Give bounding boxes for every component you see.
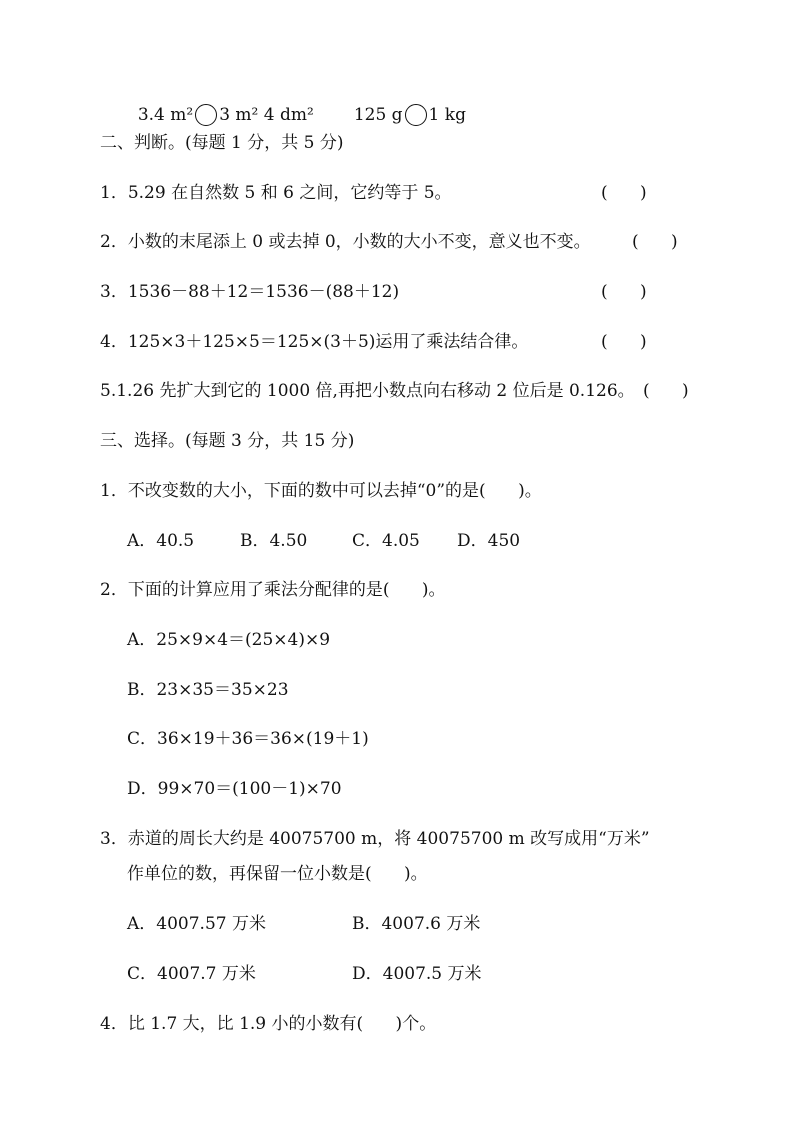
choice-q2: 2．下面的计算应用了乘法分配律的是( )。 (100, 580, 446, 600)
q2-option-b[interactable]: B．23×35＝35×23 (127, 680, 289, 700)
choice-q3-line1: 3．赤道的周长大约是 40075700 m，将 40075700 m 改写成用“万米” (100, 829, 650, 849)
section3-heading: 三、选择。(每题 3 分，共 15 分) (100, 431, 355, 451)
choice-q1: 1．不改变数的大小，下面的数中可以去掉“0”的是( )。 (100, 481, 542, 501)
compare-circle-a[interactable] (195, 104, 217, 126)
q2-option-c[interactable]: C．36×19＋36＝36×(19＋1) (127, 729, 369, 749)
judge-item-3: 3．1536－88＋12＝1536－(88＋12) (100, 282, 400, 302)
judge-blank-2[interactable]: ( ) (632, 232, 678, 252)
q1-option-c[interactable]: C．4.05 (352, 531, 420, 551)
compare-left-b: 125 g (353, 105, 403, 125)
judge-blank-1[interactable]: ( ) (601, 183, 647, 203)
q1-option-b[interactable]: B．4.50 (240, 531, 308, 551)
judge-blank-3[interactable]: ( ) (601, 282, 647, 302)
q1-option-a[interactable]: A．40.5 (127, 531, 195, 551)
compare-row (127, 79, 314, 127)
compare-row-b (343, 79, 466, 127)
compare-left-a: 3.4 m² (137, 105, 194, 125)
choice-q3-line2: 作单位的数，再保留一位小数是( )。 (127, 864, 428, 884)
compare-circle-b[interactable] (405, 104, 427, 126)
judge-item-4: 4．125×3＋125×5＝125×(3＋5)运用了乘法结合律。 (100, 332, 529, 352)
q3-option-a[interactable]: A．4007.57 万米 (127, 914, 266, 934)
compare-right-a: 3 m² 4 dm² (219, 105, 314, 125)
choice-q4: 4．比 1.7 大，比 1.9 小的小数有( )个。 (100, 1014, 437, 1034)
judge-item-1: 1．5.29 在自然数 5 和 6 之间，它约等于 5。 (100, 183, 452, 203)
judge-blank-5[interactable]: ( ) (643, 381, 689, 401)
compare-right-b: 1 kg (428, 105, 466, 125)
q1-option-d[interactable]: D．450 (457, 531, 521, 551)
section2-heading: 二、判断。(每题 1 分，共 5 分) (100, 133, 344, 153)
q2-option-d[interactable]: D．99×70＝(100－1)×70 (127, 779, 342, 799)
judge-item-2: 2．小数的末尾添上 0 或去掉 0，小数的大小不变，意义也不变。 (100, 232, 591, 252)
judge-item-5: 5.1.26 先扩大到它的 1000 倍,再把小数点向右移动 2 位后是 0.126。 (100, 381, 635, 401)
judge-blank-4[interactable]: ( ) (601, 332, 647, 352)
q2-option-a[interactable]: A．25×9×4＝(25×4)×9 (127, 630, 331, 650)
q3-option-c[interactable]: C．4007.7 万米 (127, 964, 256, 984)
q3-option-b[interactable]: B．4007.6 万米 (352, 914, 481, 934)
q3-option-d[interactable]: D．4007.5 万米 (352, 964, 482, 984)
